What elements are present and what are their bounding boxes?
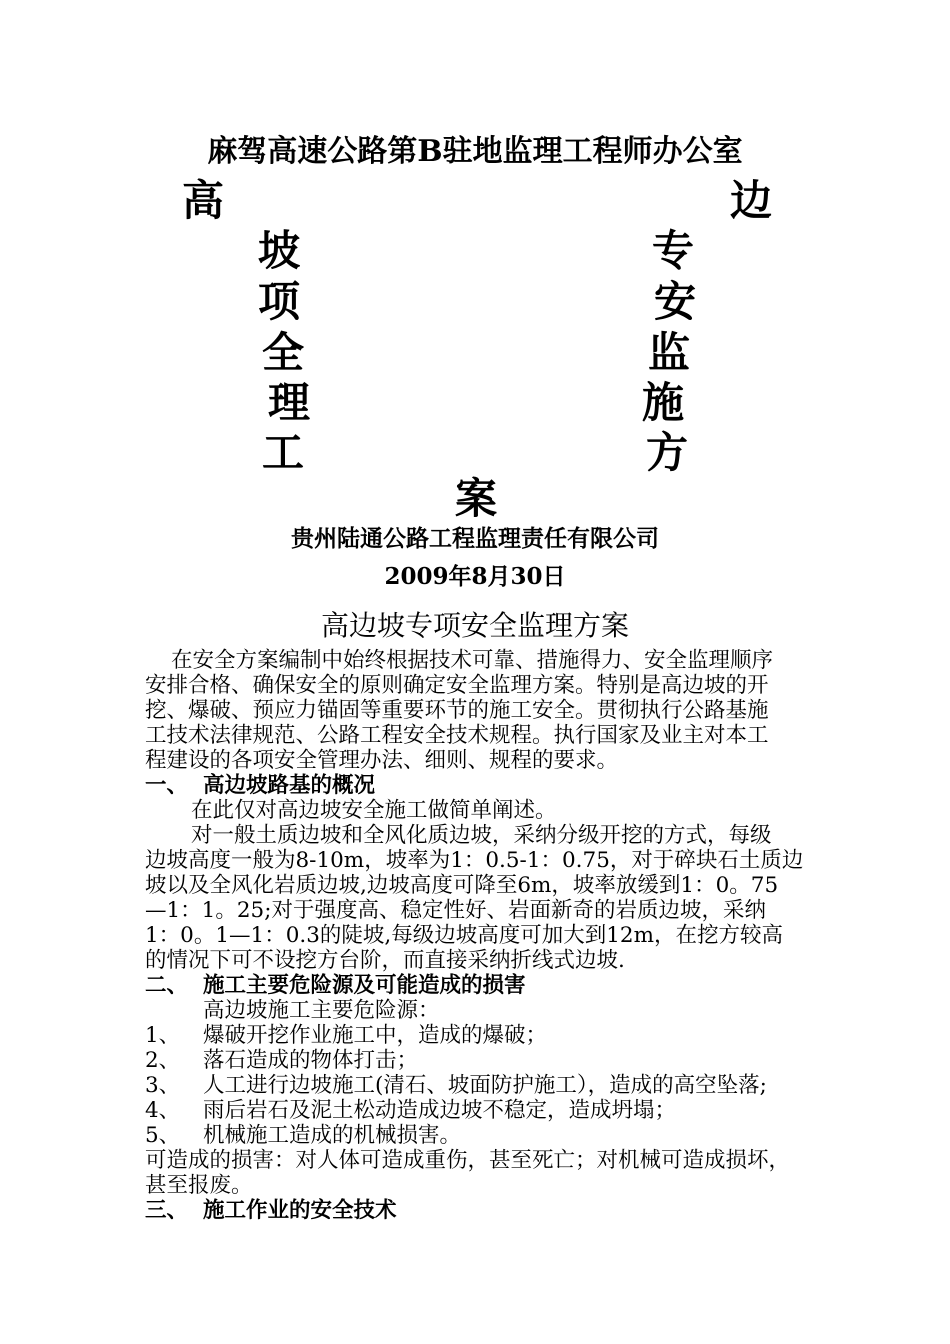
list-item-text: 雨后岩石及泥土松动造成边坡不稳定，造成坍塌； bbox=[203, 1098, 677, 1123]
section-title: 施工作业的安全技术 bbox=[203, 1198, 397, 1223]
cover-char: 专 bbox=[652, 226, 695, 275]
cover-char: 施 bbox=[642, 378, 685, 427]
list-item bbox=[145, 1073, 815, 1098]
document-date: 2009年8月30日 bbox=[384, 563, 566, 590]
list-item-number: 5、 bbox=[145, 1123, 181, 1148]
cover-char: 安 bbox=[654, 277, 697, 326]
intro-line: 在安全方案编制中始终根据技术可靠、措施得力、安全监理顺序 bbox=[171, 648, 774, 673]
section-number: 三、 bbox=[145, 1198, 189, 1223]
section-title: 高边坡路基的概况 bbox=[203, 773, 376, 798]
cover-char: 边 bbox=[730, 176, 773, 225]
list-item-number: 1、 bbox=[145, 1023, 181, 1048]
paragraph-line: 对一般土质边坡和全风化质边坡，采纳分级开挖的方式，每级 bbox=[191, 823, 772, 848]
section-heading bbox=[145, 773, 815, 798]
list-item bbox=[145, 1098, 815, 1123]
paragraph-line: 坡以及全风化岩质边坡,边坡高度可降至6m，坡率放缓到1：0。75 bbox=[145, 873, 779, 898]
intro-line: 安排合格、确保安全的原则确定安全监理方案。特别是高边坡的开 bbox=[145, 673, 769, 698]
intro-line: 程建设的各项安全管理办法、细则、规程的要求。 bbox=[145, 748, 619, 773]
list-item bbox=[145, 1123, 815, 1148]
company-name: 贵州陆通公路工程监理责任有限公司 bbox=[291, 525, 659, 552]
section-number: 二、 bbox=[145, 973, 189, 998]
cover-char: 工 bbox=[262, 428, 305, 477]
paragraph-line: 高边坡施工主要危险源： bbox=[203, 998, 440, 1023]
cover-char: 案 bbox=[455, 474, 498, 523]
section-number: 一、 bbox=[145, 773, 189, 798]
cover-char: 理 bbox=[268, 378, 311, 427]
cover-char: 高 bbox=[182, 176, 225, 225]
list-item-number: 4、 bbox=[145, 1098, 181, 1123]
cover-char: 监 bbox=[648, 328, 691, 377]
paragraph-line: 甚至报废。 bbox=[145, 1173, 253, 1198]
list-item bbox=[145, 1048, 815, 1073]
cover-char: 项 bbox=[258, 277, 301, 326]
document-title: 高边坡专项安全监理方案 bbox=[320, 609, 629, 642]
paragraph-line: 可造成的损害：对人体可造成重伤，甚至死亡；对机械可造成损坏， bbox=[145, 1148, 791, 1173]
section-heading bbox=[145, 973, 815, 998]
list-item-text: 落石造成的物体打击； bbox=[203, 1048, 419, 1073]
paragraph-line: 边坡高度一般为8-10m，坡率为1：0.5-1：0.75，对于碎块石土质边 bbox=[145, 848, 804, 873]
intro-line: 挖、爆破、预应力锚固等重要环节的施工安全。贯彻执行公路基施 bbox=[145, 698, 769, 723]
list-item-text: 人工进行边坡施工(清石、坡面防护施工），造成的高空坠落; bbox=[203, 1073, 767, 1098]
cover-char: 方 bbox=[646, 428, 689, 477]
document-body bbox=[145, 648, 815, 1223]
list-item-text: 机械施工造成的机械损害。 bbox=[203, 1123, 462, 1148]
paragraph-line: 在此仅对高边坡安全施工做简单阐述。 bbox=[191, 798, 557, 823]
section-title: 施工主要危险源及可能造成的损害 bbox=[203, 973, 526, 998]
section-heading bbox=[145, 1198, 815, 1223]
list-item bbox=[145, 1023, 815, 1048]
cover-char: 坡 bbox=[258, 226, 301, 275]
list-item-number: 2、 bbox=[145, 1048, 181, 1073]
paragraph-line: 的情况下可不设挖方台阶，而直接采纳折线式边坡. bbox=[145, 948, 625, 973]
intro-line: 工技术法律规范、公路工程安全技术规程。执行国家及业主对本工 bbox=[145, 723, 769, 748]
paragraph-line: —1：1。25;对于强度高、稳定性好、岩面新奇的岩质边坡，采纳 bbox=[145, 898, 766, 923]
office-title: 麻驾高速公路第B驻地监理工程师办公室 bbox=[207, 134, 743, 169]
paragraph-line: 1：0。1—1：0.3的陡坡,每级边坡高度可加大到12m，在挖方较高 bbox=[145, 923, 783, 948]
cover-char: 全 bbox=[262, 328, 305, 377]
list-item-number: 3、 bbox=[145, 1073, 181, 1098]
list-item-text: 爆破开挖作业施工中，造成的爆破； bbox=[203, 1023, 548, 1048]
